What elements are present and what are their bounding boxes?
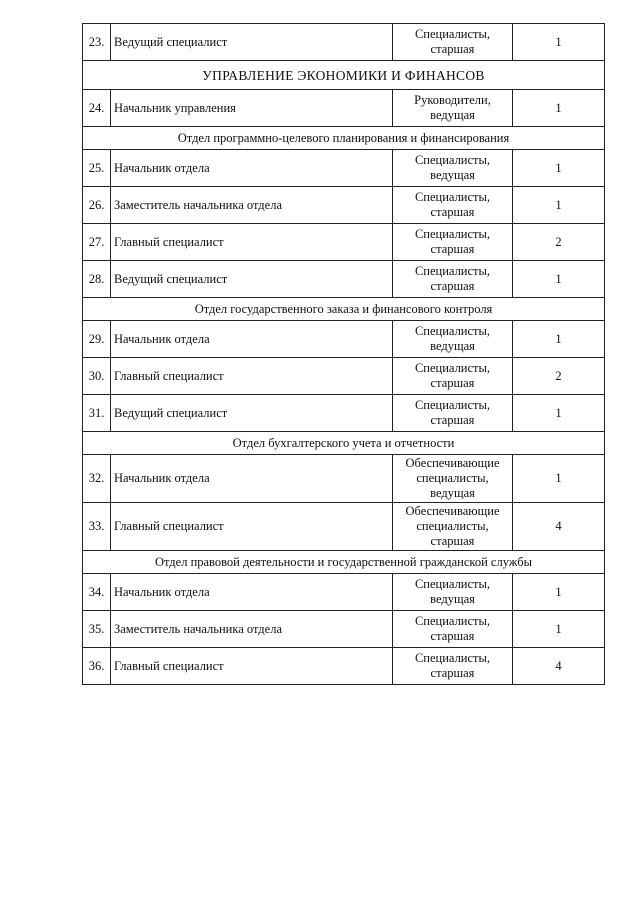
position-group: Специалисты, старшая [393, 187, 513, 224]
row-number: 23. [83, 24, 111, 61]
row-number: 36. [83, 648, 111, 685]
position-title: Главный специалист [111, 503, 393, 551]
position-group: Специалисты, ведущая [393, 150, 513, 187]
section-title: Отдел государственного заказа и финансового контроля [83, 298, 605, 321]
staff-count: 1 [513, 150, 605, 187]
position-group: Специалисты, старшая [393, 24, 513, 61]
row-number: 31. [83, 395, 111, 432]
row-number: 26. [83, 187, 111, 224]
document-page [82, 23, 604, 685]
row-number: 34. [83, 574, 111, 611]
table-row [83, 224, 605, 261]
table-row [83, 611, 605, 648]
section-header-row [83, 298, 605, 321]
table-row [83, 574, 605, 611]
table-row [83, 395, 605, 432]
table-row [83, 503, 605, 551]
position-group: Специалисты, старшая [393, 395, 513, 432]
table-row [83, 90, 605, 127]
staff-count: 1 [513, 321, 605, 358]
row-number: 24. [83, 90, 111, 127]
position-title: Заместитель начальника отдела [111, 611, 393, 648]
section-header-row [83, 432, 605, 455]
section-header-row [83, 551, 605, 574]
position-title: Заместитель начальника отдела [111, 187, 393, 224]
row-number: 32. [83, 455, 111, 503]
staff-count: 2 [513, 358, 605, 395]
department-title: УПРАВЛЕНИЕ ЭКОНОМИКИ И ФИНАНСОВ [83, 61, 605, 90]
position-title: Начальник отдела [111, 455, 393, 503]
table-row [83, 187, 605, 224]
row-number: 35. [83, 611, 111, 648]
position-title: Начальник отдела [111, 574, 393, 611]
table-row [83, 261, 605, 298]
position-group: Обеспечивающие специалисты, ведущая [393, 455, 513, 503]
position-group: Специалисты, старшая [393, 611, 513, 648]
position-group: Специалисты, старшая [393, 224, 513, 261]
section-title: Отдел бухгалтерского учета и отчетности [83, 432, 605, 455]
position-title: Главный специалист [111, 224, 393, 261]
position-group: Специалисты, старшая [393, 358, 513, 395]
position-group: Специалисты, старшая [393, 648, 513, 685]
staff-count: 1 [513, 261, 605, 298]
staff-count: 1 [513, 395, 605, 432]
position-group: Специалисты, старшая [393, 261, 513, 298]
staff-count: 1 [513, 455, 605, 503]
table-row [83, 321, 605, 358]
table-row [83, 455, 605, 503]
table-row [83, 358, 605, 395]
row-number: 33. [83, 503, 111, 551]
position-group: Обеспечивающие специалисты, старшая [393, 503, 513, 551]
table-row [83, 648, 605, 685]
staff-count: 1 [513, 24, 605, 61]
position-title: Ведущий специалист [111, 24, 393, 61]
staff-count: 1 [513, 611, 605, 648]
position-title: Начальник отдела [111, 150, 393, 187]
position-title: Начальник управления [111, 90, 393, 127]
row-number: 25. [83, 150, 111, 187]
staff-count: 1 [513, 574, 605, 611]
table-row [83, 24, 605, 61]
staff-table [82, 23, 605, 685]
staff-count: 2 [513, 224, 605, 261]
row-number: 27. [83, 224, 111, 261]
department-header-row [83, 61, 605, 90]
position-group: Специалисты, ведущая [393, 574, 513, 611]
staff-count: 1 [513, 187, 605, 224]
position-title: Начальник отдела [111, 321, 393, 358]
section-title: Отдел правовой деятельности и государственной гражданской службы [83, 551, 605, 574]
staff-count: 4 [513, 648, 605, 685]
position-title: Ведущий специалист [111, 261, 393, 298]
position-title: Главный специалист [111, 358, 393, 395]
staff-count: 1 [513, 90, 605, 127]
position-group: Специалисты, ведущая [393, 321, 513, 358]
section-header-row [83, 127, 605, 150]
staff-table-body [83, 24, 605, 685]
row-number: 28. [83, 261, 111, 298]
position-group: Руководители, ведущая [393, 90, 513, 127]
staff-count: 4 [513, 503, 605, 551]
section-title: Отдел программно-целевого планирования и финансирования [83, 127, 605, 150]
row-number: 30. [83, 358, 111, 395]
position-title: Главный специалист [111, 648, 393, 685]
table-row [83, 150, 605, 187]
row-number: 29. [83, 321, 111, 358]
position-title: Ведущий специалист [111, 395, 393, 432]
